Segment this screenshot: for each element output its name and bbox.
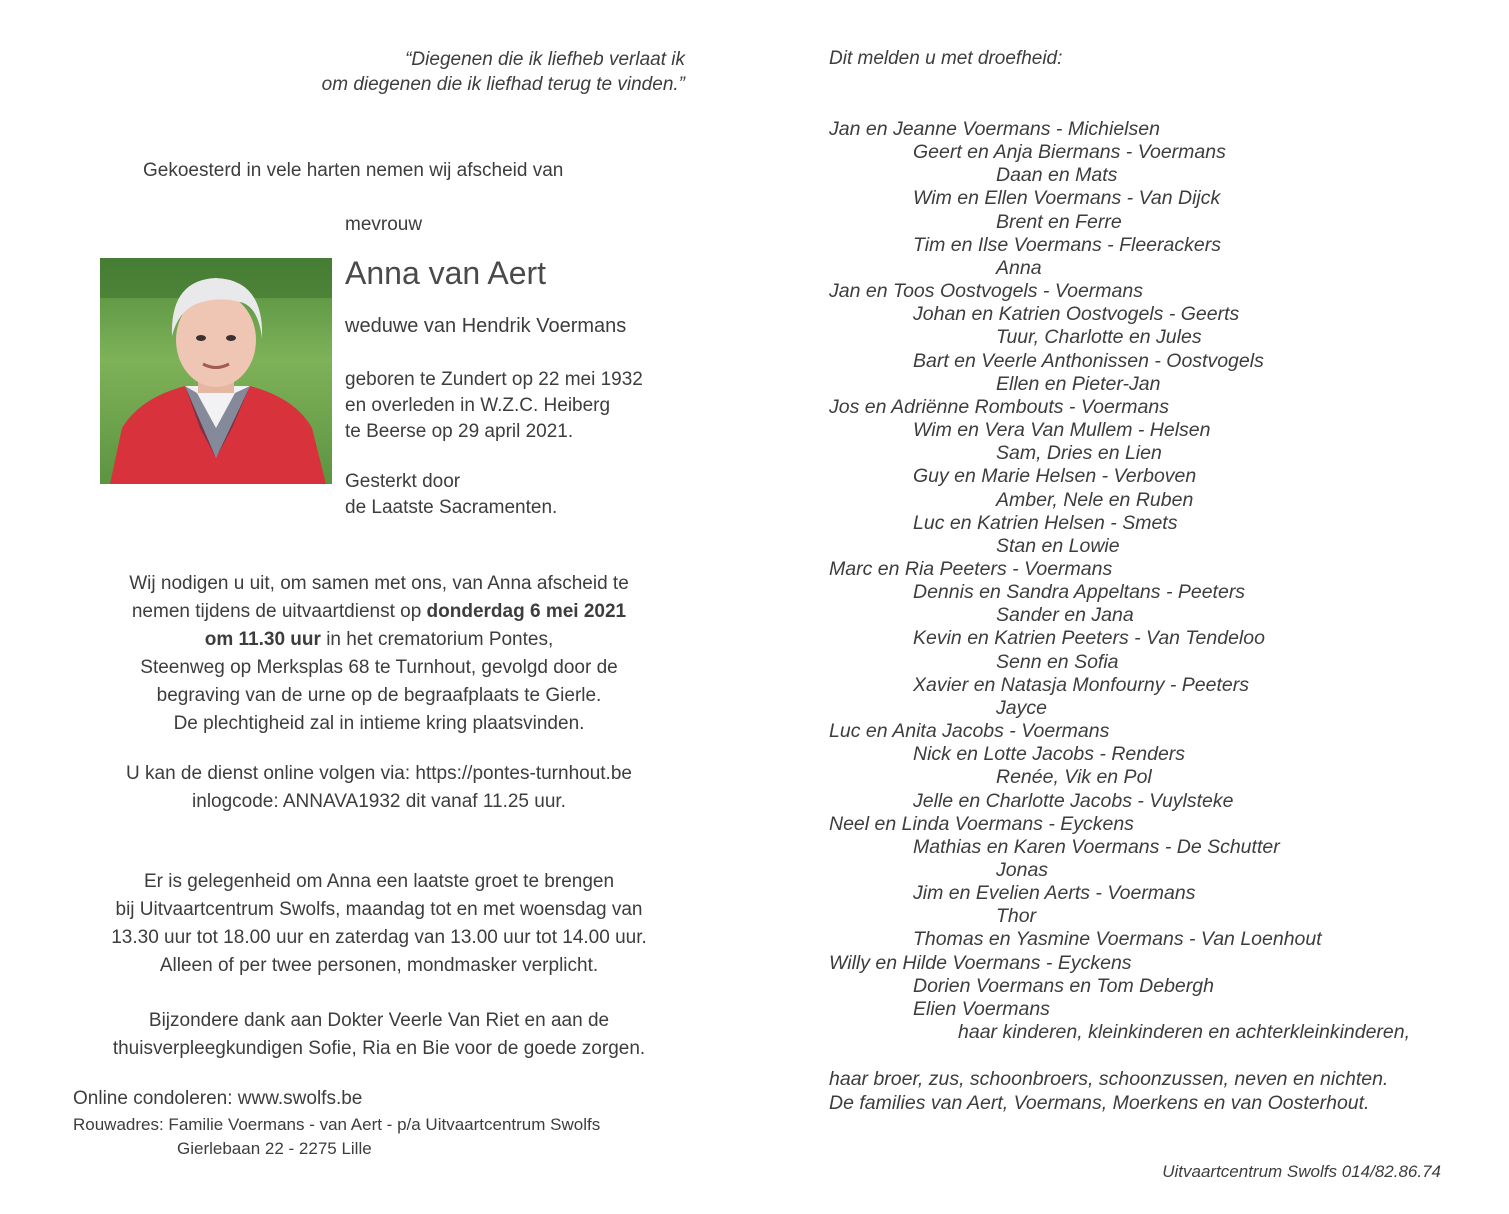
family-member-line: Jan en Jeanne Voermans - Michielsen [829, 118, 1160, 140]
family-member-line: Amber, Nele en Ruben [996, 488, 1194, 511]
online-service-block [70, 760, 688, 816]
family-member-line: Wim en Vera Van Mullem - Helsen [913, 419, 1211, 442]
family-member-line: Wim en Ellen Voermans - Van Dijck [913, 187, 1221, 210]
portrait-illustration [100, 258, 332, 484]
farewell-line: Alleen of per twee personen, mondmasker verplicht. [159, 955, 599, 976]
family-member-line: Jos en Adriënne Rombouts - Voermans [829, 395, 1169, 418]
invitation-line [70, 598, 688, 626]
birth-death-info [345, 367, 643, 445]
family-member-line: Luc en Katrien Helsen - Smets [913, 511, 1178, 534]
family-member-line: Luc en Anita Jacobs - Voermans [829, 720, 1110, 743]
thanks-block [70, 1007, 688, 1063]
family-member-line: Jonas [996, 859, 1049, 881]
family-member-line: Willy en Hilde Voermans - Eyckens [829, 951, 1132, 974]
family-member-line: Dennis en Sandra Appeltans - Peeters [913, 581, 1246, 604]
family-member-line: Stan en Lowie [996, 534, 1120, 557]
family-member-line: Jim en Evelien Aerts - Voermans [913, 882, 1196, 905]
died-line: te Beerse op 29 april 2021. [345, 421, 574, 442]
invitation-text: nemen tijdens de uitvaartdienst op [131, 601, 427, 622]
title-word: mevrouw [345, 214, 423, 235]
family-member-line: Brent en Ferre [996, 210, 1122, 233]
family-member-line: Thor [996, 905, 1037, 928]
family-member-line: Kevin en Katrien Peeters - Van Tendeloo [913, 627, 1265, 650]
service-date: donderdag 6 mei 2021 [426, 601, 627, 622]
farewell-block [70, 868, 688, 980]
family-member-line: Dorien Voermans en Tom Debergh [913, 974, 1214, 997]
family-member-line: Daan en Mats [996, 164, 1118, 187]
closing-line: De families van Aert, Voermans, Moerkens en van Oosterhout. [829, 1092, 1370, 1114]
family-member-line: Marc en Ria Peeters - Voermans [829, 557, 1113, 580]
died-line: en overleden in W.Z.C. Heiberg [345, 395, 611, 416]
deceased-name: Anna van Aert [345, 255, 547, 291]
family-member-line: Renée, Vik en Pol [996, 766, 1152, 789]
closing-line: haar broer, zus, schoonbroers, schoonzussen, neven en nichten. [829, 1068, 1389, 1090]
family-member-line: Sam, Dries en Lien [996, 442, 1162, 465]
family-member-line: Geert en Anja Biermans - Voermans [913, 141, 1226, 164]
invitation-line: Wij nodigen u uit, om samen met ons, van Anna afscheid te [129, 573, 629, 594]
invitation-text: in het crematorium Pontes, [320, 629, 554, 650]
family-member-line: Anna [996, 256, 1042, 279]
family-member-line: Tim en Ilse Voermans - Fleerackers [913, 233, 1221, 256]
funeral-home-footer: Uitvaartcentrum Swolfs 014/82.86.74 [1162, 1162, 1441, 1181]
family-list [829, 118, 1410, 1044]
closing-lines [829, 1067, 1388, 1115]
farewell-line: bij Uitvaartcentrum Swolfs, maandag tot en met woensdag van [115, 899, 643, 920]
service-time: om 11.30 uur [204, 629, 321, 650]
family-member-line: Thomas en Yasmine Voermans - Van Loenhout [913, 928, 1322, 951]
family-member-line: Nick en Lotte Jacobs - Renders [913, 743, 1186, 766]
family-member-line: Ellen en Pieter-Jan [996, 372, 1161, 395]
sacraments-note [345, 469, 557, 521]
family-member-line: Senn en Sofia [996, 650, 1119, 673]
invitation-line: De plechtigheid zal in intieme kring plaatsvinden. [173, 713, 585, 734]
family-member-line: Elien Voermans [913, 997, 1050, 1020]
family-member-line: Mathias en Karen Voermans - De Schutter [913, 835, 1280, 858]
portrait-photo [100, 258, 332, 484]
invitation-line: begraving van de urne op de begraafplaats te Gierle. [156, 685, 602, 706]
farewell-line: Er is gelegenheid om Anna een laatste groet te brengen [143, 871, 615, 892]
address-line: Rouwadres: Familie Voermans - van Aert - p/a Uitvaartcentrum Swolfs [73, 1115, 601, 1134]
family-member-line: Guy en Marie Helsen - Verboven [913, 465, 1197, 488]
mourning-address [73, 1113, 600, 1161]
quote-line: om diegenen die ik liefhad terug te vinden.” [321, 74, 685, 95]
widow-of: weduwe van Hendrik Voermans [345, 315, 627, 337]
family-member-line: Bart en Veerle Anthonissen - Oostvogels [913, 349, 1264, 372]
family-member-line: Jelle en Charlotte Jacobs - Vuylsteke [913, 789, 1234, 812]
quote-line: “Diegenen die ik liefheb verlaat ik [405, 49, 685, 70]
invitation-line [70, 626, 688, 654]
family-member-line: Sander en Jana [996, 604, 1134, 627]
farewell-line: 13.30 uur tot 18.00 uur en zaterdag van 13.00 uur tot 14.00 uur. [111, 927, 647, 948]
announcement-heading: Dit melden u met droefheid: [829, 48, 1063, 69]
online-condolences: Online condoleren: www.swolfs.be [73, 1088, 363, 1109]
family-member-line: haar kinderen, kleinkinderen en achterkleinkinderen, [958, 1021, 1411, 1044]
intro-text: Gekoesterd in vele harten nemen wij afscheid van [143, 160, 564, 181]
sacraments-line: de Laatste Sacramenten. [345, 497, 558, 518]
family-member-line: Johan en Katrien Oostvogels - Geerts [913, 303, 1240, 326]
thanks-line: Bijzondere dank aan Dokter Veerle Van Riet en aan de [148, 1010, 610, 1031]
family-member-line: Xavier en Natasja Monfourny - Peeters [913, 673, 1249, 696]
born-line: geboren te Zundert op 22 mei 1932 [345, 369, 643, 390]
thanks-line: thuisverpleegkundigen Sofie, Ria en Bie voor de goede zorgen. [112, 1038, 646, 1059]
family-member-line: Jan en Toos Oostvogels - Voermans [829, 280, 1143, 303]
family-member-line: Neel en Linda Voermans - Eyckens [829, 812, 1134, 835]
family-member-line: Tuur, Charlotte en Jules [996, 326, 1202, 349]
sacraments-line: Gesterkt door [345, 471, 461, 492]
invitation-line: Steenweg op Merksplas 68 te Turnhout, gevolgd door de [140, 657, 618, 678]
family-member-line: Jayce [996, 696, 1047, 719]
invitation-block [70, 570, 688, 738]
quote [322, 47, 685, 97]
online-service-line: U kan de dienst online volgen via: https://pontes-turnhout.be [126, 763, 632, 784]
login-code-line: inlogcode: ANNAVA1932 dit vanaf 11.25 uur. [192, 791, 566, 812]
address-line: Gierlebaan 22 - 2275 Lille [177, 1139, 372, 1158]
